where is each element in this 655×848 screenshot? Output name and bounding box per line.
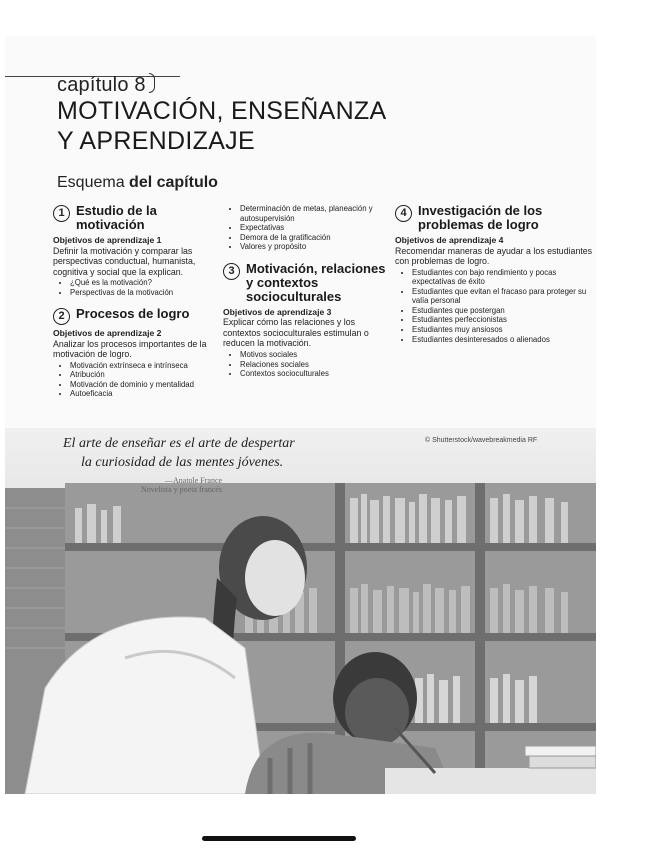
- list-item: • Perspectivas de la motivación: [70, 288, 221, 298]
- chapter-label: [57, 73, 155, 97]
- quote: [63, 434, 295, 472]
- number-circle-icon: 1: [53, 205, 70, 222]
- list-item: • Estudiantes que evitan el fracaso para proteger su valía personal: [412, 287, 595, 306]
- objective-label: Objetivos de aprendizaje 3: [223, 306, 332, 317]
- schema-word-2: del capítulo: [129, 174, 218, 191]
- section-heading: Estudio de la motivación: [76, 203, 157, 232]
- number-circle-icon: 4: [395, 205, 412, 222]
- section-3-header: [223, 262, 391, 304]
- section-heading: Motivación, relaciones y contextos socioculturales: [246, 260, 386, 304]
- list-item: • Estudiantes que postergan: [412, 306, 595, 316]
- section-1-header: [53, 204, 221, 232]
- outline-column-1: [53, 204, 221, 399]
- objective-description: Recomendar maneras de ayudar a los estudiantes con problemas de logro.: [395, 245, 593, 266]
- number-circle-icon: 2: [53, 308, 70, 325]
- section-2-header: [53, 307, 221, 325]
- list-item: • Estudiantes desinteresados o alienados: [412, 335, 595, 345]
- section-heading: Procesos de logro: [76, 306, 190, 322]
- page-title: [57, 96, 386, 156]
- section-heading: Investigación de los problemas de logro: [418, 203, 543, 232]
- list-item: • Contextos socioculturales: [240, 369, 391, 379]
- textbook-page: [5, 36, 596, 794]
- title-line-2: Y APRENDIZAJE: [57, 127, 255, 155]
- quote-attribution: [141, 476, 222, 494]
- photo-credit: © Shutterstock/wavebreakmedia RF: [425, 437, 538, 444]
- chapter-number: 8: [134, 74, 146, 96]
- schema-word-1: Esquema: [57, 174, 125, 191]
- list-item: • Motivación de dominio y mentalidad: [70, 380, 221, 390]
- home-indicator[interactable]: [202, 836, 356, 841]
- quote-author-role: Novelista y poeta francés: [141, 485, 223, 494]
- schema-heading: [57, 174, 218, 192]
- topic-list: [223, 350, 391, 379]
- list-item: • Motivación extrínseca e intrínseca: [70, 361, 221, 371]
- outline-column-2: [223, 204, 391, 379]
- list-item: • Estudiantes muy ansiosos: [412, 325, 595, 335]
- list-item: • Atribución: [70, 370, 221, 380]
- title-line-1: MOTIVACIÓN, ENSEÑANZA: [57, 97, 387, 125]
- top-blank-bar: [0, 0, 655, 36]
- objective-description: Definir la motivación y comparar las perspectivas conductual, humanista, cognitiva y social que la explican.: [53, 245, 196, 277]
- classroom-photo: [5, 428, 596, 794]
- outline-column-3: [395, 204, 595, 344]
- objective-description: Explicar cómo las relaciones y los contextos socioculturales estimulan o reducen la motivación.: [223, 317, 369, 349]
- library-scene-illustration: [5, 428, 596, 794]
- quote-line-2: la curiosidad de las mentes jóvenes.: [81, 455, 284, 470]
- quote-line-1: El arte de enseñar es el arte de despertar: [63, 436, 295, 451]
- number-circle-icon: 3: [223, 263, 240, 280]
- objective-description: Analizar los procesos importantes de la motivación de logro.: [53, 338, 207, 360]
- objective-label: Objetivos de aprendizaje 1: [53, 235, 162, 245]
- list-item: • Estudiantes perfeccionistas: [412, 315, 595, 325]
- list-item: • Motivos sociales: [240, 350, 391, 360]
- objective-label: Objetivos de aprendizaje 2: [53, 328, 162, 339]
- list-item: • Determinación de metas, planeación y autosupervisión: [240, 204, 391, 223]
- list-item: • ¿Qué es la motivación?: [70, 278, 221, 288]
- topic-list: [395, 268, 595, 345]
- list-item: • Autoeficacia: [70, 389, 221, 399]
- chapter-bracket-icon: [149, 73, 155, 93]
- topic-list-continued: [223, 204, 391, 252]
- objective-label: Objetivos de aprendizaje 4: [395, 235, 504, 245]
- list-item: • Expectativas: [240, 223, 391, 233]
- list-item: • Estudiantes con bajo rendimiento y pocas expectativas de éxito: [412, 268, 595, 287]
- list-item: • Valores y propósito: [240, 242, 391, 252]
- section-4-header: [395, 204, 595, 232]
- topic-list: [53, 278, 221, 297]
- quote-author: —Anatole France: [164, 476, 223, 485]
- chapter-word: capítulo: [57, 74, 129, 96]
- topic-list: [53, 361, 221, 399]
- list-item: • Relaciones sociales: [240, 360, 391, 370]
- list-item: • Demora de la gratificación: [240, 233, 391, 243]
